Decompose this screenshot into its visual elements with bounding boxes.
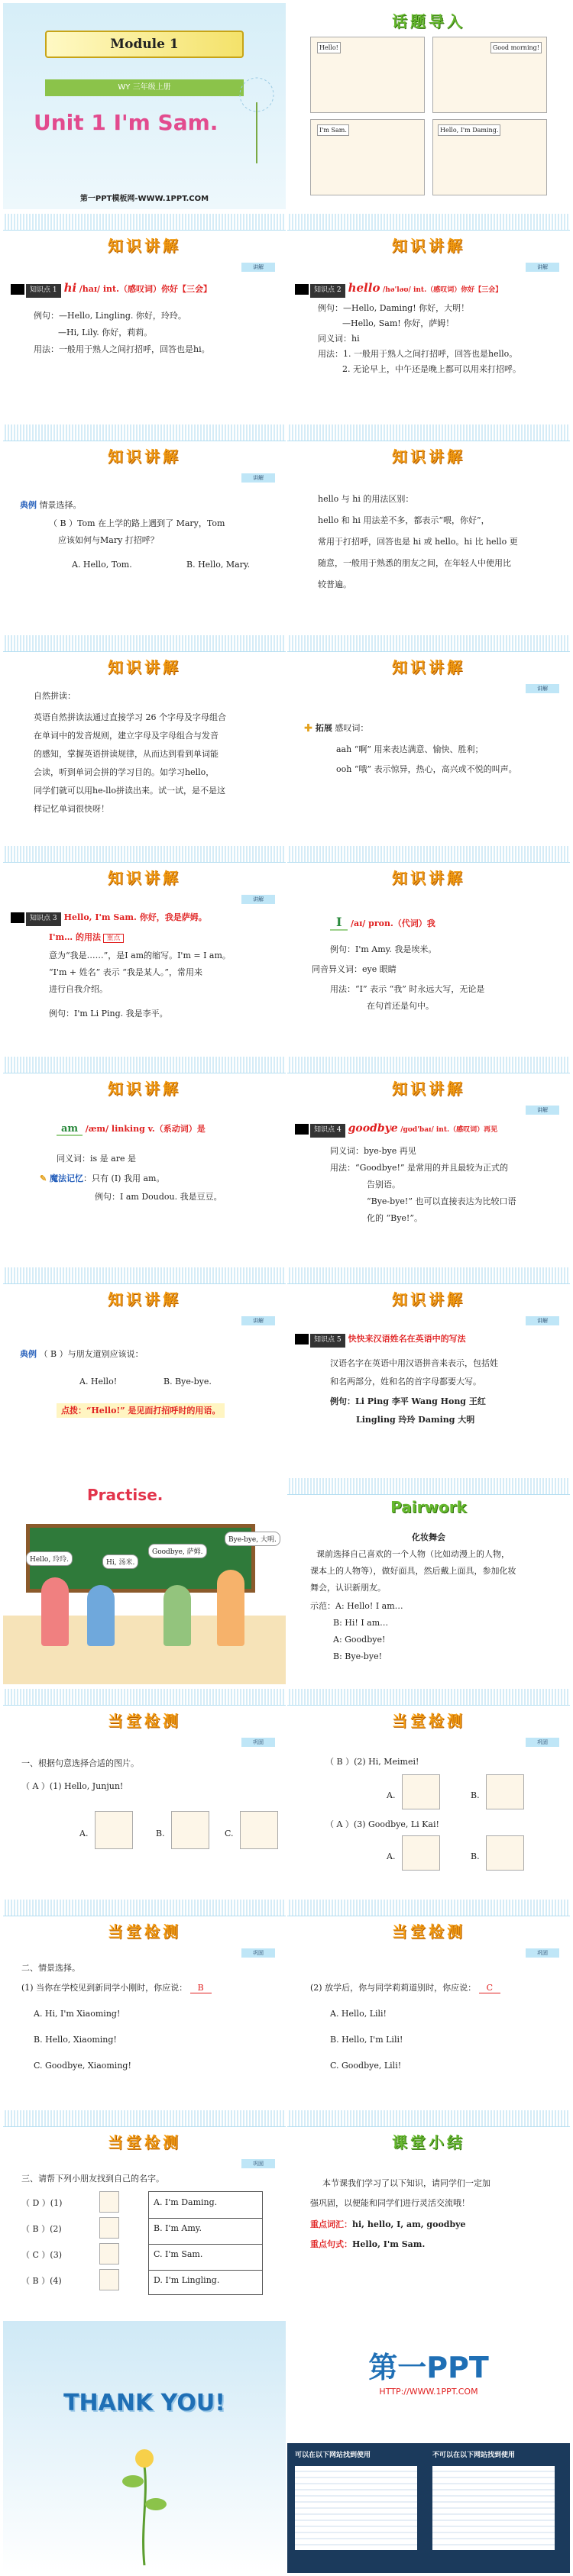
activity-name: 化妆舞会	[412, 1532, 445, 1542]
line-2: 和名两部分，姓和名的首字母都要大写。	[330, 1377, 481, 1386]
slide-title: 知识讲解	[392, 1080, 465, 1098]
badge: 巩固	[526, 1738, 559, 1747]
slide-title: 知识讲解	[108, 1290, 181, 1309]
badge: 讲解	[526, 1106, 559, 1115]
slide-phonics	[3, 635, 286, 841]
kid-3	[163, 1585, 191, 1646]
child-1-image	[99, 2191, 119, 2213]
usage-2: 在句首还是句中。	[367, 1001, 434, 1011]
row-3: （ C ）(3)	[21, 2250, 62, 2260]
slide-practise	[3, 1478, 286, 1684]
example: 例句：I am Doudou. 我是豆豆。	[95, 1192, 222, 1202]
option-b: B. Hello, Mary.	[186, 560, 251, 570]
slide-title: 当堂检测	[392, 1922, 465, 1941]
slide-title: Practise.	[87, 1486, 163, 1504]
comic-panel-3	[310, 119, 425, 195]
usage-1: 用法：“Goodbye!” 是常用的并且最较为正式的	[330, 1163, 509, 1173]
kp-heading	[11, 278, 212, 298]
bubble-1: Hello, 玲玲.	[26, 1551, 73, 1566]
kp-title: 快快来汉语姓名在英语中的写法	[348, 1334, 466, 1344]
option-b: B.	[156, 1829, 165, 1838]
line-3: 进行自我介绍。	[49, 984, 108, 994]
section-heading: 二、情景选择。	[21, 1963, 80, 1973]
option-c: C. Goodbye, Lili!	[330, 2061, 402, 2071]
slide-example-1	[3, 424, 286, 631]
question	[21, 1980, 212, 1995]
q2-option-b: B.	[471, 1790, 480, 1800]
line-3: 常用于打招呼，回答也是 hi 或 hello。hi 比 hello 更	[318, 537, 518, 547]
question-2: （ B ）(2) Hi, Meimei!	[325, 1757, 419, 1767]
line-5: 较普遍。	[318, 579, 351, 589]
kp-pron: /hə'ləʊ/ int.（感叹词）你好【三会】	[382, 286, 503, 294]
cover-site: 第一PPT模板网-WWW.1PPT.COM	[79, 195, 209, 203]
option-c: C.	[225, 1829, 234, 1838]
slide-intro	[287, 3, 570, 209]
slide-title: 话题导入	[392, 12, 465, 31]
line-4: 随意，一般用于熟悉的朋友之间，在年轻人中使用比	[318, 558, 511, 568]
example: 例句：I'm Amy. 我是埃米。	[330, 944, 437, 954]
key-sentence	[310, 2237, 425, 2252]
tag-label: 典例	[20, 1349, 37, 1359]
slide-extend	[287, 635, 570, 841]
answer: B	[190, 1983, 212, 1993]
forbidden-list	[432, 2466, 555, 2550]
row-4: （ B ）(4)	[21, 2276, 62, 2286]
q3-option-a: A.	[387, 1851, 396, 1861]
slide-title: 课堂小结	[392, 2133, 465, 2152]
phonics-head: 自然拼读：	[34, 691, 76, 701]
badge: 讲解	[241, 1316, 275, 1325]
line-3: 舞会，认识新朋友。	[310, 1583, 386, 1593]
usage-head	[49, 930, 124, 945]
slide-check-4	[287, 1900, 570, 2106]
kp-word: hi	[63, 281, 77, 295]
line-2: 课本上的人物等），做好面具，然后戴上面具，参加化妆	[310, 1566, 516, 1576]
line-1: 汉语名字在英语中用汉语拼音来表示，包括姓	[330, 1358, 498, 1368]
key-words-value: hi, hello, I, am, goodbye	[352, 2219, 466, 2229]
line-1: hello 与 hi 的用法区别：	[318, 494, 414, 504]
q2-image-b	[486, 1774, 524, 1809]
question-line-2: 应该如何与Mary 打招呼？	[58, 535, 159, 545]
option-b: B. Hello, I'm Lili!	[330, 2035, 403, 2045]
q3-option-b: B.	[471, 1851, 480, 1861]
brand-logo: 第一PPT	[368, 2351, 489, 2384]
word: I	[330, 915, 348, 931]
module-label: Module 1	[110, 37, 179, 52]
example-2: —Hi, Lily. 你好，莉莉。	[58, 328, 153, 337]
q2-option-a: A.	[387, 1790, 396, 1800]
q3-image-b	[486, 1835, 524, 1871]
synonym: 同义词：is 是 are 是	[57, 1154, 136, 1164]
child-3-image	[99, 2243, 119, 2264]
footer-panel	[287, 2443, 570, 2573]
question-text: （ B ）与朋友道别应该说：	[39, 1349, 144, 1359]
slide-title: 知识讲解	[108, 237, 181, 255]
choice-d: D. I'm Lingling.	[154, 2275, 220, 2285]
row-2: （ B ）(2)	[21, 2224, 62, 2234]
tag-label: 魔法记忆	[50, 1173, 84, 1183]
option-b: B. Hello, Xiaoming!	[34, 2035, 117, 2045]
option-b: B. Bye-bye.	[163, 1377, 212, 1386]
bubble-4: Bye-bye, 大明.	[225, 1532, 280, 1546]
hint: 点拨：“Hello!” 是见面打招呼时的用语。	[57, 1403, 225, 1418]
badge: 巩固	[241, 2159, 275, 2168]
extend-line-1: aah “啊” 用来表达满意、愉快、胜利；	[336, 744, 484, 754]
comic-panel-1	[310, 37, 425, 113]
homophone: 同音异义词：eye 眼睛	[312, 964, 397, 974]
word-pron: /aɪ/ pron.（代词）我	[350, 918, 435, 928]
bubble-2: Hi, 汤米.	[102, 1554, 138, 1569]
forbidden-heading: 不可以在以下网站找到使用	[432, 2452, 516, 2459]
kp-heading	[295, 1119, 497, 1138]
kp-label: 知识点 5	[310, 1334, 345, 1348]
choice-a: A. I'm Daming.	[154, 2197, 218, 2207]
slide-title: 知识讲解	[392, 658, 465, 676]
allowed-heading: 可以在以下网站找到使用	[295, 2452, 371, 2459]
speech-bubble: Good morning!	[490, 42, 542, 53]
usage-1: 用法：1. 一般用于熟人之间打招呼，回答也是hello。	[318, 349, 518, 359]
phonics-line-6: 样记忆单词很快呀！	[34, 804, 109, 814]
slide-title: 知识讲解	[392, 1290, 465, 1309]
image-b	[171, 1811, 209, 1849]
slide-title: 知识讲解	[392, 869, 465, 887]
brand-url[interactable]: HTTP://WWW.1PPT.COM	[379, 2387, 478, 2397]
badge: 巩固	[241, 1738, 275, 1747]
slide-check-1	[3, 1689, 286, 1895]
tag-label: 拓展	[315, 723, 332, 733]
key-sentence-label: 重点句式：	[310, 2239, 352, 2249]
image-c	[240, 1811, 278, 1849]
slide-word-i	[287, 846, 570, 1052]
child-4-image	[99, 2269, 119, 2290]
line-2: “I'm + 姓名” 表示 “我是某人。”，常用来	[49, 967, 202, 977]
question-label: 情景选择。	[39, 500, 82, 510]
speech-bubble: Hello!	[317, 42, 341, 53]
demo-4: B: Bye-bye!	[333, 1651, 382, 1661]
option-a: A.	[79, 1829, 89, 1838]
option-a: A. Hello, Tom.	[72, 560, 132, 570]
slide-usage	[287, 424, 570, 631]
slide-check-5	[3, 2110, 286, 2316]
slide-example-2	[3, 1267, 286, 1474]
phonics-line-4: 会读，听到单词会拼的学习目的。如学习hello，	[34, 767, 215, 777]
example-2: Lingling 玲玲 Daming 大明	[356, 1415, 475, 1425]
kp-label: 知识点 3	[26, 912, 61, 926]
summary-line-2: 强巩固，以便能和同学们进行灵活交流哦！	[310, 2198, 470, 2208]
demo-2: B: Hi! I am…	[333, 1618, 389, 1628]
badge: 讲解	[526, 263, 559, 272]
slide-title: 当堂检测	[392, 1712, 465, 1730]
slide-word-am	[3, 1057, 286, 1263]
comic-panel-2	[432, 37, 547, 113]
speech-bubble: Hello, I'm Daming.	[438, 124, 500, 136]
q3-image-a	[402, 1835, 440, 1871]
question	[20, 1347, 144, 1361]
cover-dandelion	[234, 72, 280, 163]
option-a: A. Hello!	[79, 1377, 118, 1386]
grade-tag: WY 三年级上册	[45, 79, 244, 96]
question: （ A ）(1) Hello, Junjun!	[21, 1781, 124, 1791]
answer: C	[479, 1983, 500, 1993]
example: 例句：I'm Li Ping. 我是李平。	[49, 1009, 168, 1018]
kp-pron: /haɪ/ int.（感叹词）你好【三会】	[79, 284, 212, 294]
choice-b: B. I'm Amy.	[154, 2223, 202, 2233]
kp-heading	[295, 1332, 466, 1348]
slide-check-2	[287, 1689, 570, 1895]
slide-brand	[287, 2321, 570, 2573]
usage-2: 告别语。	[367, 1180, 400, 1190]
usage-1: 用法：“I” 表示 “我” 时永远大写，无论是	[330, 984, 485, 994]
kid-2	[87, 1585, 115, 1646]
image-a	[95, 1811, 133, 1849]
slide-kp2	[287, 214, 570, 420]
usage-4: 化的 “Bye!”。	[367, 1213, 422, 1223]
kid-1	[41, 1577, 69, 1646]
example-2: —Hello, Sam! 你好，萨姆！	[342, 318, 455, 328]
slide-title: 当堂检测	[108, 1922, 181, 1941]
line-1: 意为“我是……”，是I am的缩写。I'm = I am。	[49, 951, 231, 960]
slide-title: 知识讲解	[392, 237, 465, 255]
choice-c: C. I'm Sam.	[154, 2249, 203, 2259]
kp-label: 知识点 1	[26, 284, 61, 298]
line-2: hello 和 hi 用法差不多，都表示“喂，你好”，	[318, 515, 490, 525]
example-1: 例句：—Hello, Daming! 你好，大明！	[318, 303, 470, 313]
word-pron: /æm/ linking v.（系动词）是	[85, 1124, 206, 1134]
slide-kp5	[287, 1267, 570, 1474]
allowed-list	[295, 2466, 417, 2550]
extend-head: ✚ 拓展 感叹词：	[304, 723, 369, 733]
extend-heading: 感叹词：	[335, 723, 369, 733]
badge: 巩固	[241, 1948, 275, 1958]
extend-line-2: ooh “哦” 表示惊异，热心，高兴或不悦的叫声。	[336, 764, 517, 774]
thanks-text: THANK YOU!	[63, 2390, 225, 2416]
slide-title: 知识讲解	[108, 658, 181, 676]
key-sentence-value: Hello, I'm Sam.	[352, 2239, 426, 2249]
section-heading: 一、根据句意选择合适的图片。	[21, 1758, 139, 1768]
slide-kp4	[287, 1057, 570, 1263]
kid-4	[217, 1570, 244, 1646]
kp-label: 知识点 4	[310, 1124, 345, 1138]
question	[310, 1980, 500, 1995]
slide-pairwork	[287, 1478, 570, 1684]
question-text: (1) 当你在学校见到新同学小刚时，你应说：	[21, 1983, 188, 1993]
question-3: （ A ）(3) Goodbye, Li Kai!	[325, 1819, 439, 1829]
demo-3: A: Goodbye!	[333, 1635, 386, 1645]
slide-title: 知识讲解	[108, 869, 181, 887]
usage-2: 2. 无论早上，中午还是晚上都可以用来打招呼。	[342, 364, 521, 374]
kp-heading	[11, 910, 207, 926]
option-a: A. Hi, I'm Xiaoming!	[34, 2009, 121, 2019]
tag-label: 典例	[20, 500, 37, 510]
slide-title: 知识讲解	[108, 1080, 181, 1098]
slide-title: Pairwork	[390, 1498, 467, 1516]
key-badge: 重点	[103, 934, 123, 943]
memory-text: ：只有 (I) 我用 am。	[83, 1173, 165, 1183]
badge: 讲解	[526, 684, 559, 693]
badge: 巩固	[526, 1948, 559, 1958]
badge: 讲解	[241, 263, 275, 272]
word: am	[57, 1123, 83, 1136]
badge: 讲解	[241, 895, 275, 904]
comic-panel-4	[432, 119, 547, 195]
phonics-line-3: 的感知，掌握英语拼读规律，从而达到看到单词能	[34, 749, 219, 759]
word-heading	[330, 912, 435, 933]
option-a: A. Hello, Lili!	[330, 2009, 387, 2019]
badge: 讲解	[526, 1316, 559, 1325]
names-table	[148, 2191, 263, 2295]
usage-3: “Bye-bye!” 也可以直接表达为比较口语	[367, 1196, 516, 1206]
slide-kp3	[3, 846, 286, 1052]
child-2-image	[99, 2217, 119, 2239]
kp-heading	[295, 278, 502, 298]
bubble-3: Goodbye, 萨姆.	[148, 1544, 207, 1558]
word-heading	[57, 1121, 206, 1138]
phonics-line-2: 在单词中的发音规则，建立字母及字母组合与发音	[34, 731, 219, 741]
slide-summary	[287, 2110, 570, 2316]
kp-label: 知识点 2	[310, 284, 345, 298]
kp-sentence: Hello, I'm Sam. 你好，我是萨姆。	[63, 912, 207, 922]
row-1: （ D ）(1)	[21, 2198, 63, 2208]
memory-tip: ✎ 魔法记忆：只有 (I) 我用 am。	[40, 1173, 165, 1183]
question-line-1: （ B ）Tom 在上学的路上遇到了 Mary，Tom	[49, 518, 225, 528]
usage: 用法：一般用于熟人之间打招呼，回答也是hi。	[34, 344, 210, 354]
example-1: 例句：—Hello, Lingling. 你好，玲玲。	[34, 311, 186, 321]
synonym: 同义词：hi	[318, 334, 360, 344]
q2-image-a	[402, 1774, 440, 1809]
phonics-line-5: 同学们就可以用he-llo拼读出来。试一试，是不是这	[34, 786, 225, 796]
slide-kp1	[3, 214, 286, 420]
key-words-label: 重点词汇：	[310, 2219, 352, 2229]
slide-title: 当堂检测	[108, 1712, 181, 1730]
plant-illustration	[118, 2436, 171, 2565]
line-1: 课前选择自己喜欢的一个人物（比如动漫上的人物，	[316, 1549, 510, 1559]
slide-title: 当堂检测	[108, 2133, 181, 2152]
badge: 讲解	[241, 473, 275, 483]
unit-title: Unit 1 I'm Sam.	[34, 110, 219, 135]
question-head	[20, 498, 82, 512]
key-words	[310, 2217, 466, 2232]
slide-check-3	[3, 1900, 286, 2106]
phonics-line-1: 英语自然拼读法通过直接学习 26 个字母及字母组合	[34, 712, 226, 722]
option-c: C. Goodbye, Xiaoming!	[34, 2061, 131, 2071]
slide-cover	[3, 3, 286, 209]
speech-bubble: I'm Sam.	[317, 124, 349, 136]
summary-line-1: 本节课我们学习了以下知识，请同学们一定加	[322, 2178, 490, 2188]
kp-word: goodbye	[348, 1122, 398, 1135]
demo-1: 示范：A: Hello! I am…	[310, 1601, 403, 1611]
slide-title: 知识讲解	[108, 447, 181, 466]
slide-thanks	[3, 2321, 286, 2573]
section-heading: 三、请帮下列小朋友找到自己的名字。	[21, 2174, 164, 2184]
kp-pron: /gʊd'baɪ/ int.（感叹词）再见	[400, 1126, 498, 1134]
usage-title: I'm… 的用法	[49, 932, 101, 942]
synonym: 同义词：bye-bye 再见	[330, 1146, 416, 1156]
question-text: (2) 放学后，你与同学莉莉道别时，你应说：	[310, 1983, 477, 1993]
example-1: 例句：Li Ping 李平 Wang Hong 王红	[330, 1396, 486, 1406]
slide-title: 知识讲解	[392, 447, 465, 466]
kp-word: hello	[348, 281, 380, 295]
